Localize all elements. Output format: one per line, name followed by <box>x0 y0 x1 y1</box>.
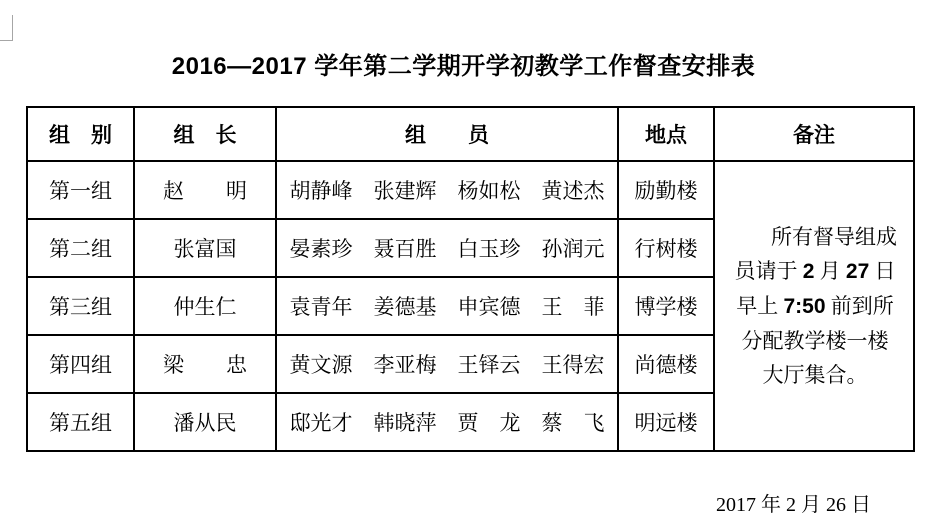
group-cell: 第二组 <box>27 219 134 277</box>
members-cell: 邸光才 韩晓萍 贾 龙 蔡 飞 <box>276 393 618 451</box>
document-date: 2017 年 2 月 26 日 <box>716 494 871 516</box>
text-boundary-corner-mark <box>0 40 13 41</box>
leader-cell: 赵 明 <box>134 161 276 219</box>
location-cell: 尚德楼 <box>618 335 714 393</box>
header-location: 地点 <box>618 107 714 161</box>
leader-cell: 梁 忠 <box>134 335 276 393</box>
group-cell: 第一组 <box>27 161 134 219</box>
remarks-paragraph: 所有督导组成 员请于 2 月 27 日 早上 7:50 前到所 分配教学楼一楼 大厅集合。 <box>734 225 897 387</box>
members-cell: 胡静峰 张建辉 杨如松 黄述杰 <box>276 161 618 219</box>
leader-cell: 潘从民 <box>134 393 276 451</box>
header-row <box>27 107 914 161</box>
location-cell: 行树楼 <box>618 219 714 277</box>
document-title: 2016—2017 学年第二学期开学初教学工作督查安排表 <box>171 53 756 80</box>
header-remarks: 备注 <box>714 107 914 161</box>
header-leader: 组 长 <box>134 107 276 161</box>
remarks-cell <box>714 161 914 451</box>
table-row <box>27 161 914 219</box>
group-cell: 第五组 <box>27 393 134 451</box>
members-cell: 晏素珍 聂百胜 白玉珍 孙润元 <box>276 219 618 277</box>
header-members: 组 员 <box>276 107 618 161</box>
header-group: 组 别 <box>27 107 134 161</box>
location-cell: 明远楼 <box>618 393 714 451</box>
leader-cell: 仲生仁 <box>134 277 276 335</box>
members-cell: 黄文源 李亚梅 王铎云 王得宏 <box>276 335 618 393</box>
members-cell: 袁青年 姜德基 申宾德 王 菲 <box>276 277 618 335</box>
leader-cell: 张富国 <box>134 219 276 277</box>
inspection-schedule-table <box>26 106 915 452</box>
group-cell: 第四组 <box>27 335 134 393</box>
text-boundary-corner-mark <box>12 15 13 41</box>
location-cell: 励勤楼 <box>618 161 714 219</box>
group-cell: 第三组 <box>27 277 134 335</box>
location-cell: 博学楼 <box>618 277 714 335</box>
